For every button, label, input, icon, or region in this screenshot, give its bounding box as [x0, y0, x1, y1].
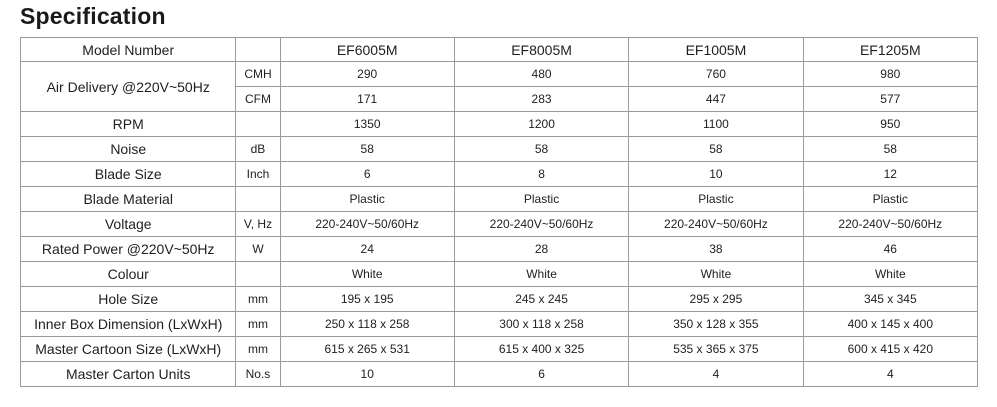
value-cell: 615 x 400 x 325 [454, 337, 628, 362]
row-label: Master Carton Units [21, 362, 236, 387]
unit-cell: CFM [236, 87, 280, 112]
value-cell: 950 [803, 112, 977, 137]
value-cell: Plastic [454, 187, 628, 212]
value-cell: 6 [280, 162, 454, 187]
value-cell: 46 [803, 237, 977, 262]
value-cell: 447 [629, 87, 803, 112]
row-label: Noise [21, 137, 236, 162]
row-label: Air Delivery @220V~50Hz [21, 62, 236, 112]
value-cell: 10 [629, 162, 803, 187]
page-title: Specification [20, 3, 166, 29]
unit-cell [236, 262, 280, 287]
value-cell: 58 [803, 137, 977, 162]
unit-cell: dB [236, 137, 280, 162]
table-row [21, 237, 978, 262]
value-cell: 220-240V~50/60Hz [280, 212, 454, 237]
value-cell: 1200 [454, 112, 628, 137]
row-label: RPM [21, 112, 236, 137]
table-row [21, 212, 978, 237]
value-cell: 615 x 265 x 531 [280, 337, 454, 362]
value-cell: 350 x 128 x 355 [629, 312, 803, 337]
unit-cell: mm [236, 287, 280, 312]
value-cell: White [280, 262, 454, 287]
row-label: Voltage [21, 212, 236, 237]
value-cell: 24 [280, 237, 454, 262]
value-cell: 295 x 295 [629, 287, 803, 312]
value-cell: 1350 [280, 112, 454, 137]
value-cell: White [803, 262, 977, 287]
value-cell: 300 x 118 x 258 [454, 312, 628, 337]
row-label: Hole Size [21, 287, 236, 312]
value-cell: 980 [803, 62, 977, 87]
value-cell: 195 x 195 [280, 287, 454, 312]
table-row-air-delivery-cmh [21, 62, 978, 87]
specification-table [20, 37, 978, 387]
unit-cell: mm [236, 337, 280, 362]
model-number-label: Model Number [21, 38, 236, 62]
unit-cell: mm [236, 312, 280, 337]
value-cell: 58 [280, 137, 454, 162]
value-cell: 4 [629, 362, 803, 387]
model-name: EF6005M [280, 38, 454, 62]
value-cell: 171 [280, 87, 454, 112]
value-cell: 290 [280, 62, 454, 87]
value-cell: 28 [454, 237, 628, 262]
header-row [21, 38, 978, 62]
value-cell: 58 [629, 137, 803, 162]
unit-cell [236, 187, 280, 212]
value-cell: 345 x 345 [803, 287, 977, 312]
value-cell: 38 [629, 237, 803, 262]
value-cell: 12 [803, 162, 977, 187]
value-cell: Plastic [629, 187, 803, 212]
value-cell: 1100 [629, 112, 803, 137]
value-cell: 6 [454, 362, 628, 387]
value-cell: 283 [454, 87, 628, 112]
table-row [21, 262, 978, 287]
value-cell: 535 x 365 x 375 [629, 337, 803, 362]
unit-header-cell [236, 38, 280, 62]
row-label: Blade Material [21, 187, 236, 212]
value-cell: 760 [629, 62, 803, 87]
value-cell: 8 [454, 162, 628, 187]
value-cell: Plastic [280, 187, 454, 212]
value-cell: White [454, 262, 628, 287]
table-row [21, 312, 978, 337]
value-cell: 245 x 245 [454, 287, 628, 312]
row-label: Blade Size [21, 162, 236, 187]
unit-cell: CMH [236, 62, 280, 87]
table-row [21, 337, 978, 362]
value-cell: 480 [454, 62, 628, 87]
value-cell: Plastic [803, 187, 977, 212]
table-row [21, 187, 978, 212]
model-name: EF8005M [454, 38, 628, 62]
unit-cell: V, Hz [236, 212, 280, 237]
table-row [21, 112, 978, 137]
table-row [21, 162, 978, 187]
table-row [21, 362, 978, 387]
table-row [21, 287, 978, 312]
value-cell: 220-240V~50/60Hz [803, 212, 977, 237]
value-cell: 250 x 118 x 258 [280, 312, 454, 337]
value-cell: 400 x 145 x 400 [803, 312, 977, 337]
model-name: EF1005M [629, 38, 803, 62]
value-cell: 58 [454, 137, 628, 162]
row-label: Inner Box Dimension (LxWxH) [21, 312, 236, 337]
row-label: Colour [21, 262, 236, 287]
unit-cell: Inch [236, 162, 280, 187]
value-cell: 4 [803, 362, 977, 387]
model-name: EF1205M [803, 38, 977, 62]
value-cell: 600 x 415 x 420 [803, 337, 977, 362]
value-cell: 220-240V~50/60Hz [629, 212, 803, 237]
value-cell: White [629, 262, 803, 287]
value-cell: 577 [803, 87, 977, 112]
table-row [21, 137, 978, 162]
unit-cell: W [236, 237, 280, 262]
unit-cell [236, 112, 280, 137]
row-label: Master Cartoon Size (LxWxH) [21, 337, 236, 362]
value-cell: 220-240V~50/60Hz [454, 212, 628, 237]
value-cell: 10 [280, 362, 454, 387]
row-label: Rated Power @220V~50Hz [21, 237, 236, 262]
unit-cell: No.s [236, 362, 280, 387]
